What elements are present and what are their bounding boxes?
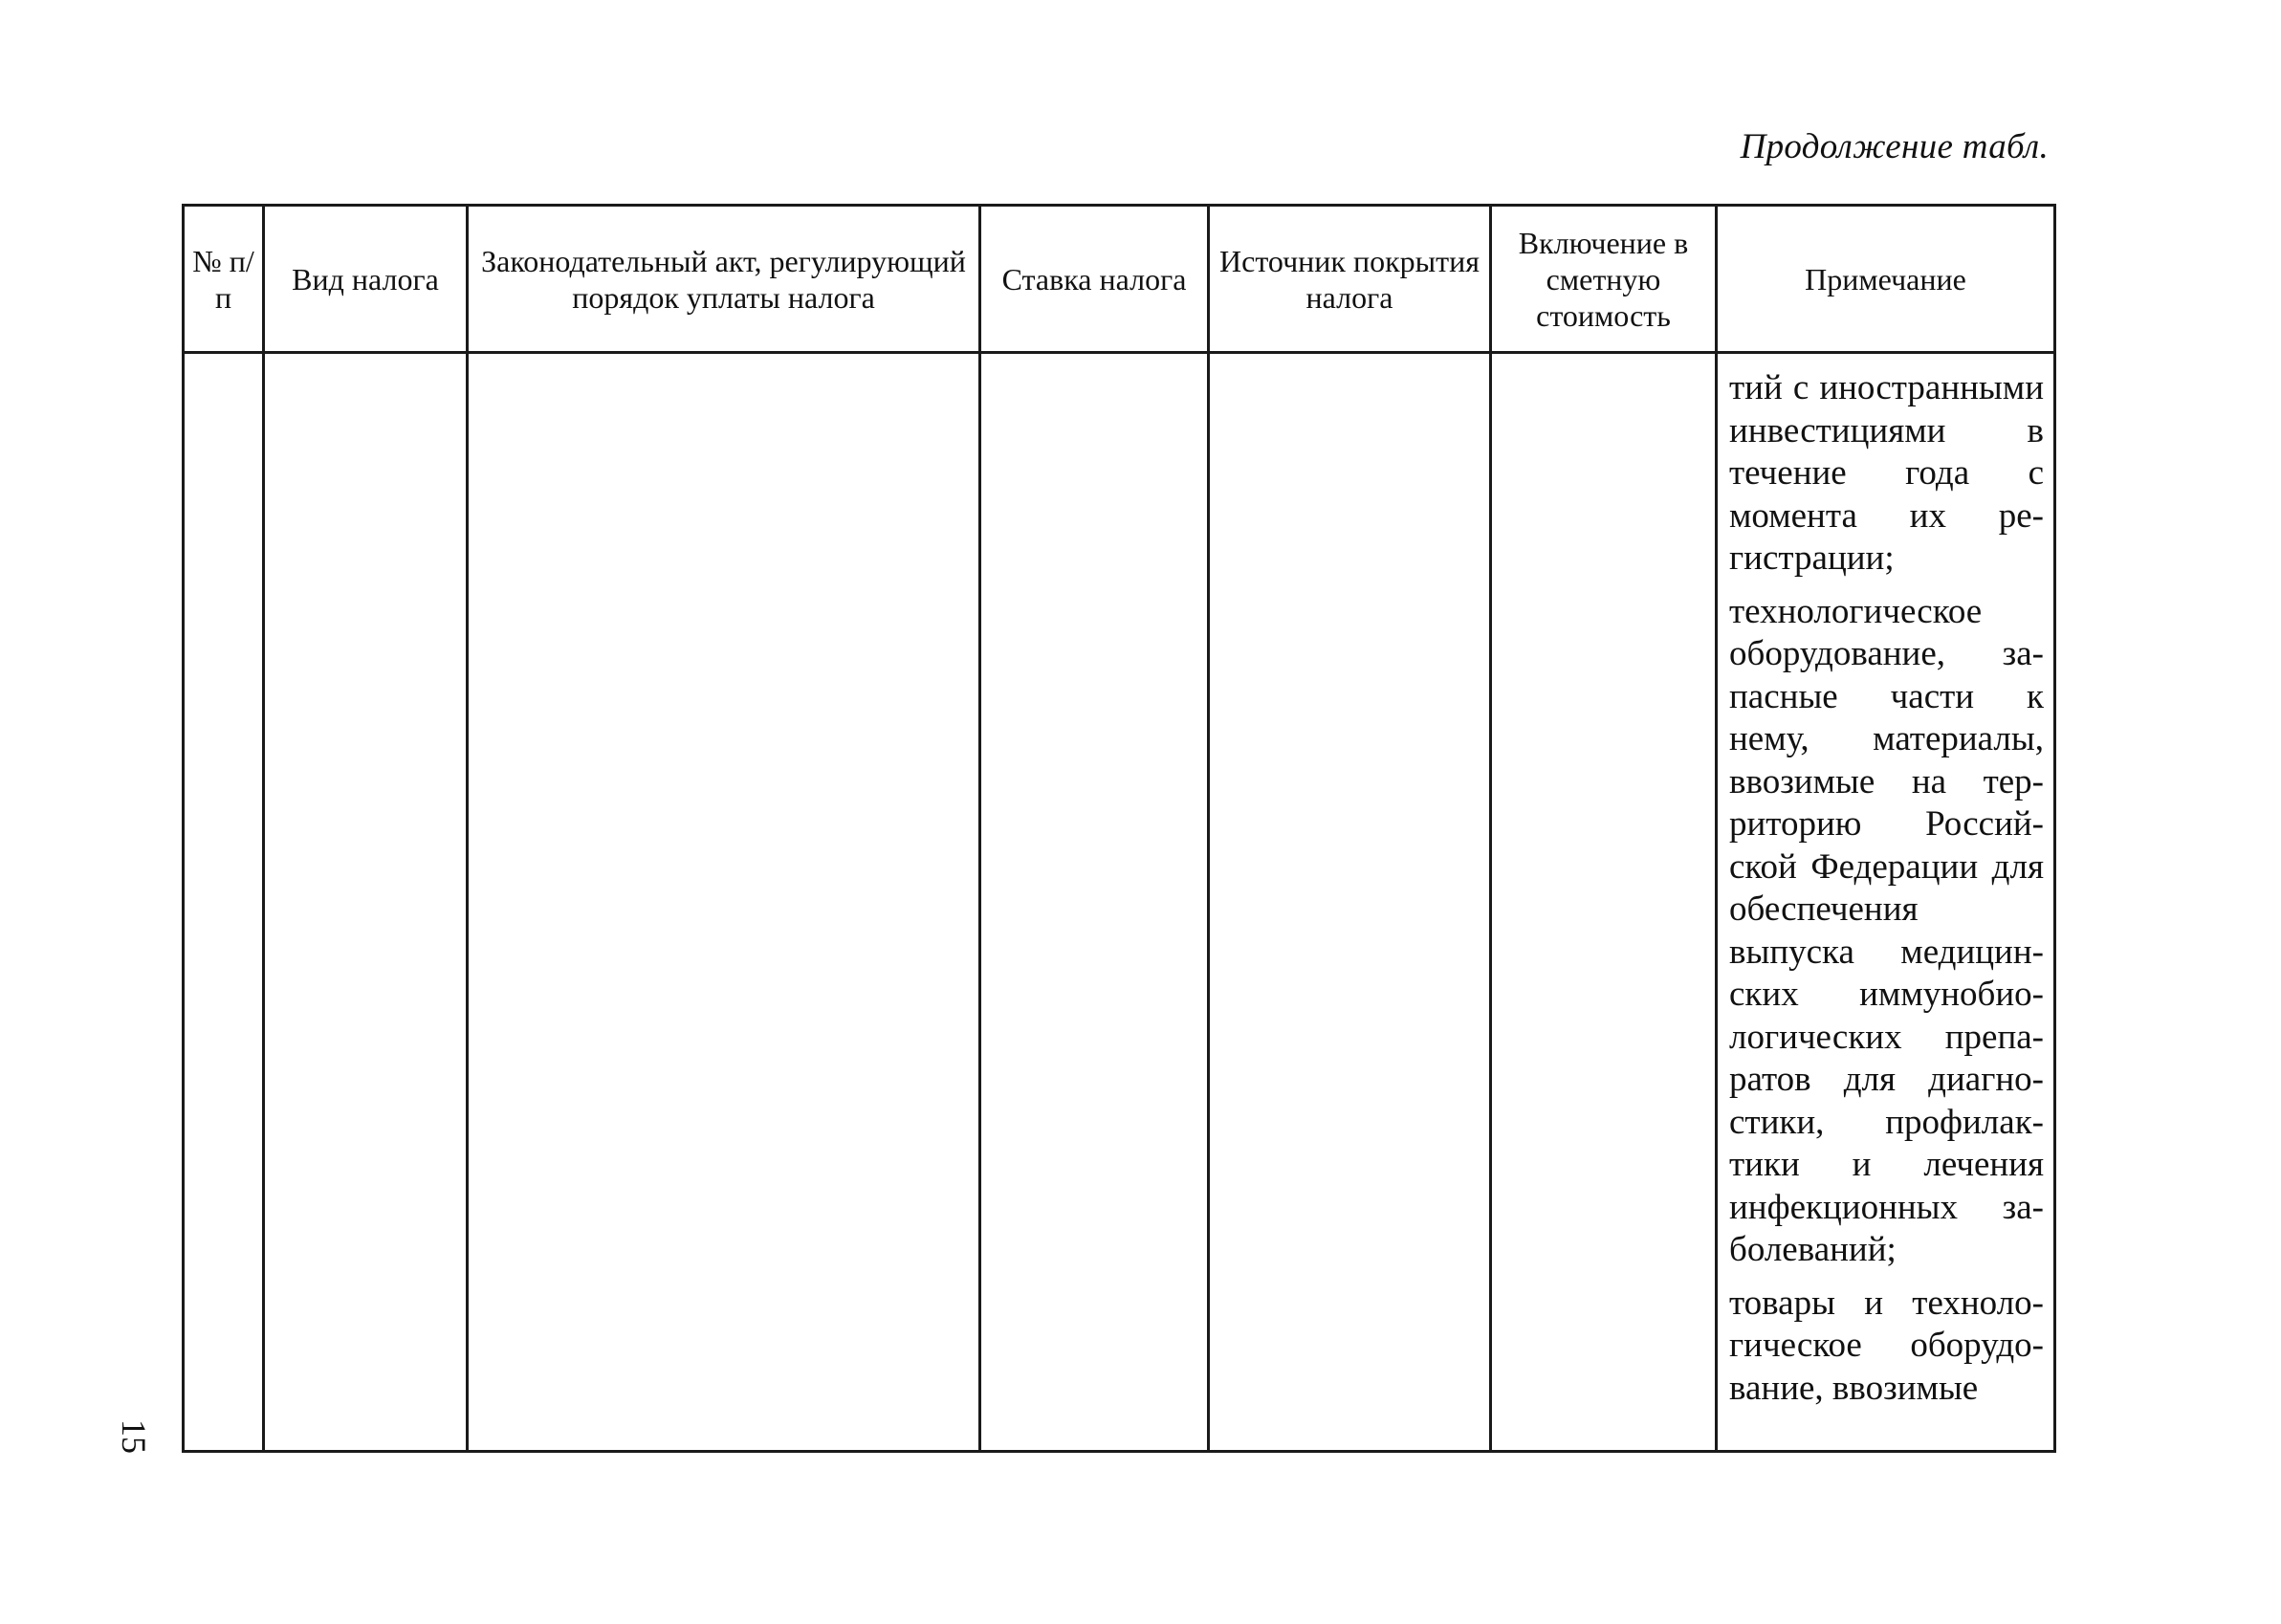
note-paragraph: тий с иностранными инвестициями в течение года с момента их регистрации;	[1729, 368, 2044, 578]
header-note: Примечание	[1717, 206, 2055, 353]
cell-note	[1717, 353, 2055, 1452]
header-row	[184, 206, 2055, 353]
header-inclusion: Включение в сметную стоимость	[1491, 206, 1717, 353]
cell-inclusion	[1491, 353, 1717, 1452]
note-paragraph: технологическое оборудование, запасные части к нему, материалы, ввозимые на территорию Российской Федерации для обеспечения выпуска медицинских иммунобиологических препаратов для диагностики, профилактики и лечения инфекционных заболеваний;	[1729, 591, 2044, 1269]
cell-rate	[980, 353, 1209, 1452]
header-law: Законодательный акт, регулирующий порядок уплаты налога	[468, 206, 980, 353]
tax-table	[182, 204, 2056, 1453]
header-number: № п/п	[184, 206, 264, 353]
header-rate: Ставка налога	[980, 206, 1209, 353]
note-paragraph: товары и технологическое оборудование, ввозимые	[1729, 1283, 2044, 1408]
header-source: Источник покрытия налога	[1209, 206, 1491, 353]
cell-law	[468, 353, 980, 1452]
cell-tax-type	[264, 353, 468, 1452]
table-row	[184, 353, 2055, 1452]
cell-number	[184, 353, 264, 1452]
table-continuation-caption: Продолжение табл.	[1740, 127, 2049, 166]
table-header	[184, 206, 2055, 353]
note-text	[1718, 354, 2053, 1410]
page-number: 15	[115, 1419, 153, 1454]
header-tax-type: Вид налога	[264, 206, 468, 353]
cell-source	[1209, 353, 1491, 1452]
